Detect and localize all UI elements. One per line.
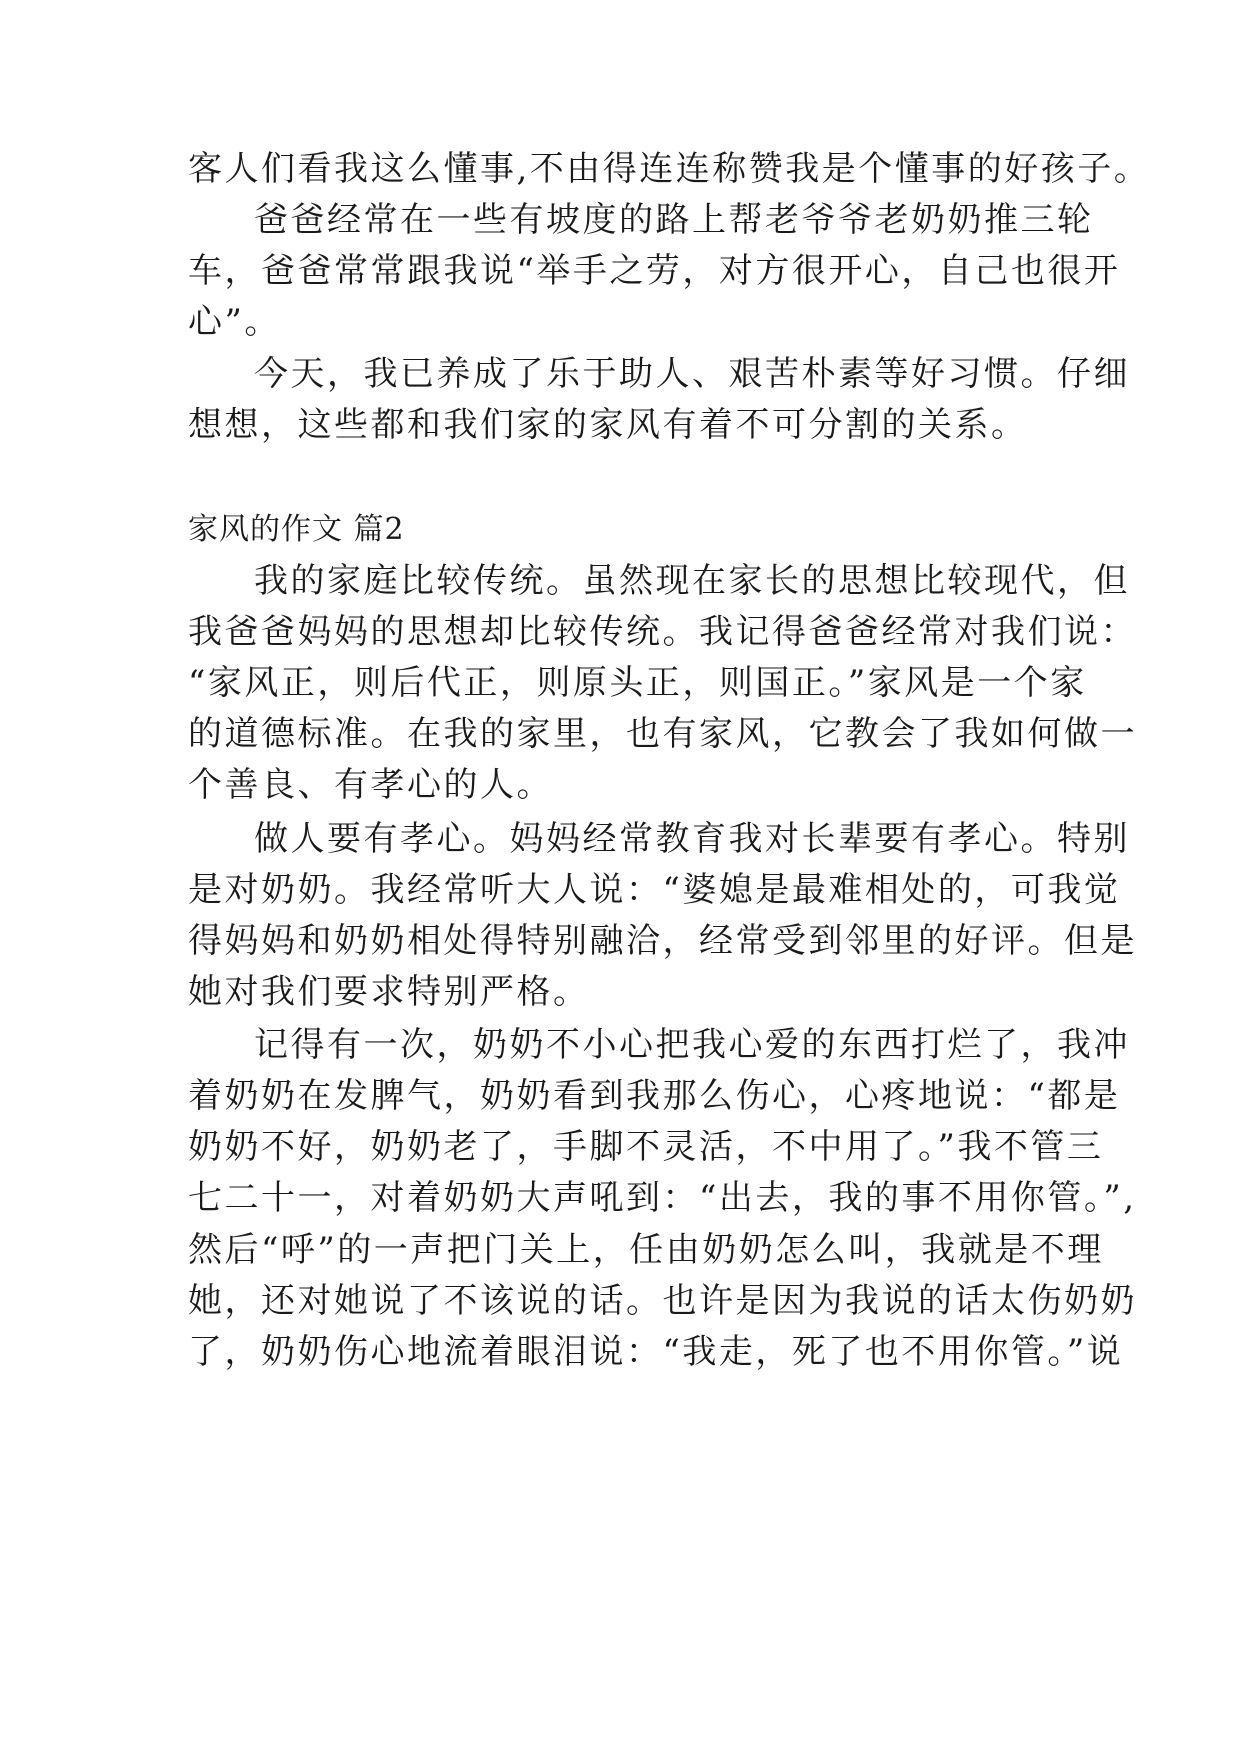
text-line: 记得有一次，奶奶不小心把我心爱的东西打烂了，我冲: [254, 1025, 1130, 1065]
text-line: “家风正，则后代正，则原头正，则国正。”家风是一个家: [188, 663, 1087, 703]
text-line: 我的家庭比较传统。虽然现在家长的思想比较现代，但: [254, 561, 1130, 601]
text-line: 着奶奶在发脾气，奶奶看到我那么伤心，心疼地说：“都是: [188, 1076, 1121, 1116]
section-heading: 家风的作文 篇2: [188, 512, 405, 547]
text-line: 七二十一，对着奶奶大声吼到：“出去，我的事不用你管。”,: [188, 1178, 1137, 1218]
text-line: 我爸爸妈妈的思想却比较传统。我记得爸爸经常对我们说：: [188, 612, 1137, 652]
text-line: 客人们看我这么懂事,不由得连连称赞我是个懂事的好孩子。: [188, 149, 1151, 189]
text-line: 得妈妈和奶奶相处得特别融洽，经常受到邻里的好评。但是: [188, 921, 1137, 961]
text-line: 心”。: [188, 302, 281, 342]
text-line: 的道德标准。在我的家里，也有家风，它教会了我如何做一: [188, 714, 1137, 754]
text-line: 她对我们要求特别严格。: [188, 972, 590, 1012]
text-line: 车，爸爸常常跟我说“举手之劳，对方很开心，自己也很开: [188, 251, 1121, 291]
text-line: 爸爸经常在一些有坡度的路上帮老爷爷老奶奶推三轮: [254, 200, 1094, 240]
text-line: 然后“呼”的一声把门关上，任由奶奶怎么叫，我就是不理: [188, 1230, 1104, 1270]
text-line: 奶奶不好，奶奶老了，手脚不灵活，不中用了。”我不管三: [188, 1127, 1104, 1167]
text-line: 想想，这些都和我们家的家风有着不可分割的关系。: [188, 405, 1028, 445]
text-line: 她，还对她说了不该说的话。也许是因为我说的话太伤奶奶: [188, 1281, 1137, 1321]
text-line: 个善良、有孝心的人。: [188, 765, 553, 805]
text-line: 是对奶奶。我经常听大人说：“婆媳是最难相处的，可我觉: [188, 870, 1121, 910]
text-line: 今天，我已养成了乐于助人、艰苦朴素等好习惯。仔细: [254, 354, 1130, 394]
text-line: 做人要有孝心。妈妈经常教育我对长辈要有孝心。特别: [254, 819, 1130, 859]
text-line: 了，奶奶伤心地流着眼泪说：“我走，死了也不用你管。”说: [188, 1332, 1124, 1372]
